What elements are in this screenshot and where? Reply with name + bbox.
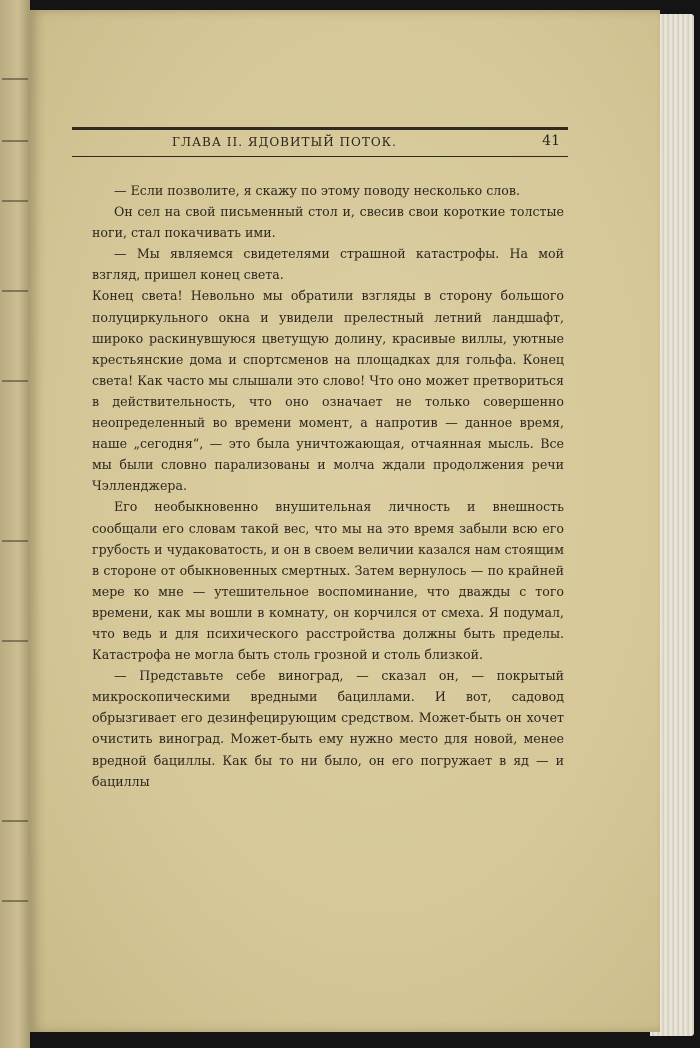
paragraph: — Представьте себе виноград, — сказал он, — покрытый микроскопическими вредными бациллами. И вот, садовод обрызгивает его дезинфецирующим средством. Может-быть он хочет очистить виноград. Может-быть ему нужно место для новой, менее вредной бациллы. Как бы то ни было, он его погружает в яд — и бациллы [92,668,564,789]
paragraph: Его необыкновенно внушительная личность и внешность сообщали его словам такой вес, что мы на это время забыли всю его грубость и чудаковатость, и он в своем величии казался нам стоящим в стороне от обыкновенных смертных. Затем вернулось — по крайней мере ко мне — утешительное воспоминание, что дважды с того времени, как мы вошли в комнату, он корчился от смеха. Я подумал, что ведь и для психического расстройства должны быть пределы. Катастрофа не могла быть столь грозной и столь близкой. [92,499,564,663]
left-page-edge [0,0,30,1048]
paragraph: — Если позволите, я скажу по этому поводу несколько слов. [114,183,520,198]
paragraph: Конец света! Невольно мы обратили взгляды в сторону большого полуциркульного окна и увидели прелестный летний ландшафт, широко раскинувшуюся цветущую долину, красивые виллы, уютные крестьянские дома и спортсменов на площадках для гольфа. Конец света! Как часто мы слышали это слово! Что оно может претвориться в действительность, что оно означает не только совершенно неопределенный во времени момент, а напротив — данное время, наше „сегодня“, — это была уничтожающая, отчаянная мысль. Все мы были словно парализованы и молча ждали продолжения речи Чэлленджера. [92,288,564,494]
page-number: 41 [542,133,560,149]
running-head [72,127,568,157]
page-body [92,180,564,792]
book-page [30,10,660,1032]
paragraph: — Мы являемся свидетелями страшной катастрофы. На мой взгляд, пришел конец света. [92,246,564,283]
chapter-title: ГЛАВА II. ЯДОВИТЫЙ ПОТОК. [172,135,397,149]
paragraph: Он сел на свой письменный стол и, свесив свои короткие толстые ноги, стал покачивать ими. [92,204,564,241]
